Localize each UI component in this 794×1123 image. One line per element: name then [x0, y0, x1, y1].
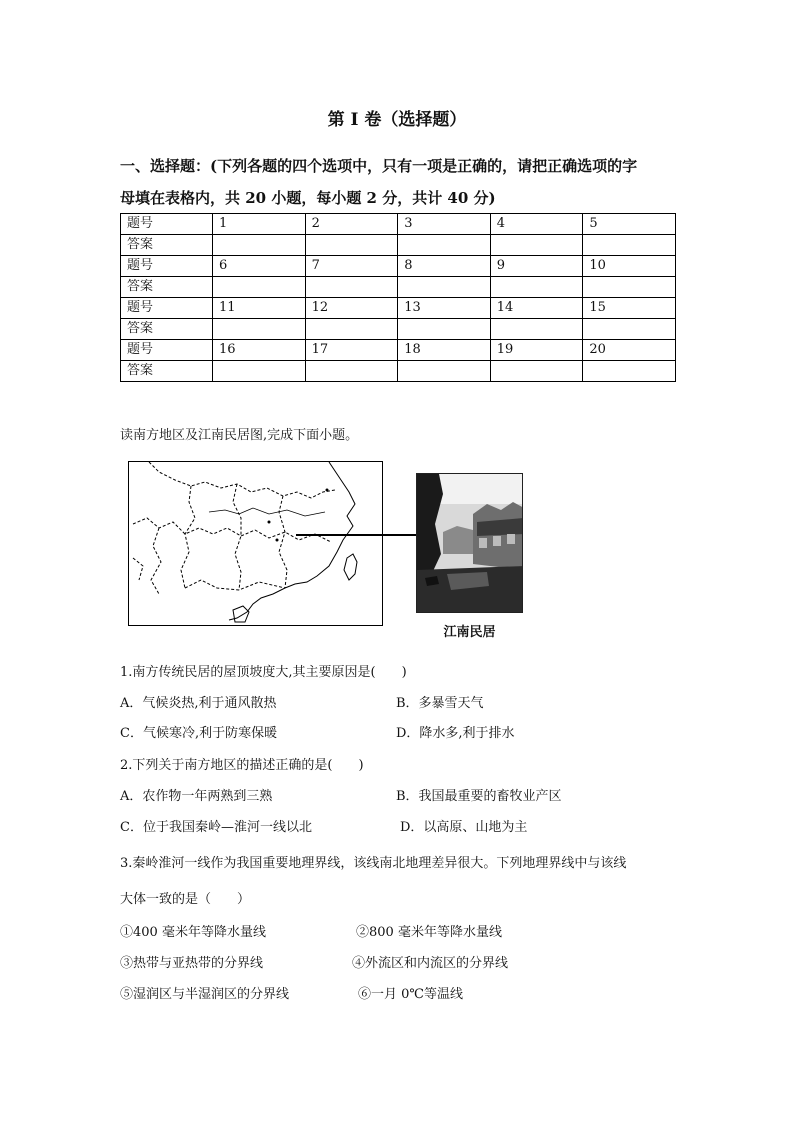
question-3-item-6[interactable]: ⑥一月 0℃等温线	[358, 987, 463, 1002]
answer-cell[interactable]	[305, 319, 398, 340]
question-number-cell: 2	[305, 214, 398, 235]
question-number-cell: 3	[398, 214, 491, 235]
question-3-stem-line2: 大体一致的是（ ）	[120, 892, 251, 907]
question-number-cell: 18	[398, 340, 491, 361]
answer-cell[interactable]	[398, 319, 491, 340]
question-2-stem: 2.下列关于南方地区的描述正确的是( )	[120, 758, 364, 773]
question-number-cell: 10	[583, 256, 676, 277]
question-number-cell: 12	[305, 298, 398, 319]
south-china-map	[128, 461, 383, 626]
question-3-item-2[interactable]: ②800 毫米年等降水量线	[356, 925, 502, 940]
answer-cell[interactable]	[490, 319, 583, 340]
table-row-number	[121, 298, 676, 319]
question-1-option-d[interactable]: D．降水多,利于排水	[396, 726, 515, 741]
question-number-cell: 19	[490, 340, 583, 361]
question-number-cell: 13	[398, 298, 491, 319]
table-row-number	[121, 340, 676, 361]
question-number-cell: 9	[490, 256, 583, 277]
question-number-cell: 6	[213, 256, 306, 277]
answer-cell[interactable]	[490, 235, 583, 256]
photo-graphic	[417, 474, 523, 613]
answer-cell[interactable]	[490, 361, 583, 382]
question-3-item-4[interactable]: ④外流区和内流区的分界线	[352, 956, 509, 971]
row-label-answer: 答案	[121, 319, 213, 340]
question-number-cell: 5	[583, 214, 676, 235]
answer-cell[interactable]	[583, 235, 676, 256]
question-2-option-d[interactable]: D．以高原、山地为主	[400, 820, 528, 835]
answer-cell[interactable]	[398, 277, 491, 298]
row-label-answer: 答案	[121, 361, 213, 382]
question-number-cell: 14	[490, 298, 583, 319]
page-title: 第 I 卷（选择题）	[327, 110, 467, 130]
answer-cell[interactable]	[490, 277, 583, 298]
row-label-number: 题号	[121, 256, 213, 277]
question-number-cell: 7	[305, 256, 398, 277]
question-number-cell: 8	[398, 256, 491, 277]
figure-intro: 读南方地区及江南民居图,完成下面小题。	[120, 428, 359, 443]
table-row-answer	[121, 361, 676, 382]
question-number-cell: 16	[213, 340, 306, 361]
question-number-cell: 17	[305, 340, 398, 361]
row-label-number: 题号	[121, 214, 213, 235]
table-row-answer	[121, 319, 676, 340]
question-number-cell: 20	[583, 340, 676, 361]
answer-cell[interactable]	[213, 361, 306, 382]
table-row-answer	[121, 277, 676, 298]
answer-cell[interactable]	[305, 235, 398, 256]
question-2-option-a[interactable]: A．农作物一年两熟到三熟	[120, 789, 273, 804]
table-row-answer	[121, 235, 676, 256]
answer-cell[interactable]	[398, 361, 491, 382]
answer-cell[interactable]	[305, 361, 398, 382]
answer-cell[interactable]	[305, 277, 398, 298]
question-1-option-b[interactable]: B．多暴雪天气	[396, 696, 484, 711]
answer-cell[interactable]	[213, 319, 306, 340]
answer-cell[interactable]	[583, 277, 676, 298]
section-heading-line1: 一、选择题：(下列各题的四个选项中，只有一项是正确的，请把正确选项的字	[120, 157, 638, 175]
question-3-item-5[interactable]: ⑤湿润区与半湿润区的分界线	[120, 987, 290, 1002]
question-number-cell: 15	[583, 298, 676, 319]
answer-cell[interactable]	[398, 235, 491, 256]
row-label-answer: 答案	[121, 235, 213, 256]
question-1-stem: 1.南方传统民居的屋顶坡度大,其主要原因是( )	[120, 665, 407, 680]
jiangnan-residence-photo	[416, 473, 523, 613]
question-number-cell: 1	[213, 214, 306, 235]
question-2-option-b[interactable]: B．我国最重要的畜牧业产区	[396, 789, 562, 804]
row-label-number: 题号	[121, 298, 213, 319]
question-number-cell: 4	[490, 214, 583, 235]
question-1-option-c[interactable]: C．气候寒冷,利于防寒保暖	[120, 726, 278, 741]
photo-caption: 江南民居	[443, 625, 496, 640]
question-3-item-1[interactable]: ①400 毫米年等降水量线	[120, 925, 266, 940]
question-1-option-a[interactable]: A．气候炎热,利于通风散热	[120, 696, 277, 711]
row-label-answer: 答案	[121, 277, 213, 298]
answer-cell[interactable]	[213, 235, 306, 256]
question-number-cell: 11	[213, 298, 306, 319]
answer-cell[interactable]	[583, 361, 676, 382]
answer-table	[120, 213, 676, 382]
question-2-option-c[interactable]: C．位于我国秦岭—淮河一线以北	[120, 820, 312, 835]
table-row-number	[121, 214, 676, 235]
answer-cell[interactable]	[583, 319, 676, 340]
map-photo-connector-line	[296, 534, 416, 536]
question-3-stem-line1: 3.秦岭淮河一线作为我国重要地理界线，该线南北地理差异很大。下列地理界线中与该线	[120, 856, 627, 871]
answer-cell[interactable]	[213, 277, 306, 298]
section-heading-line2: 母填在表格内，共 20 小题，每小题 2 分，共计 40 分)	[120, 189, 496, 207]
map-outline-graphic	[129, 462, 383, 626]
question-3-item-3[interactable]: ③热带与亚热带的分界线	[120, 956, 264, 971]
table-row-number	[121, 256, 676, 277]
row-label-number: 题号	[121, 340, 213, 361]
